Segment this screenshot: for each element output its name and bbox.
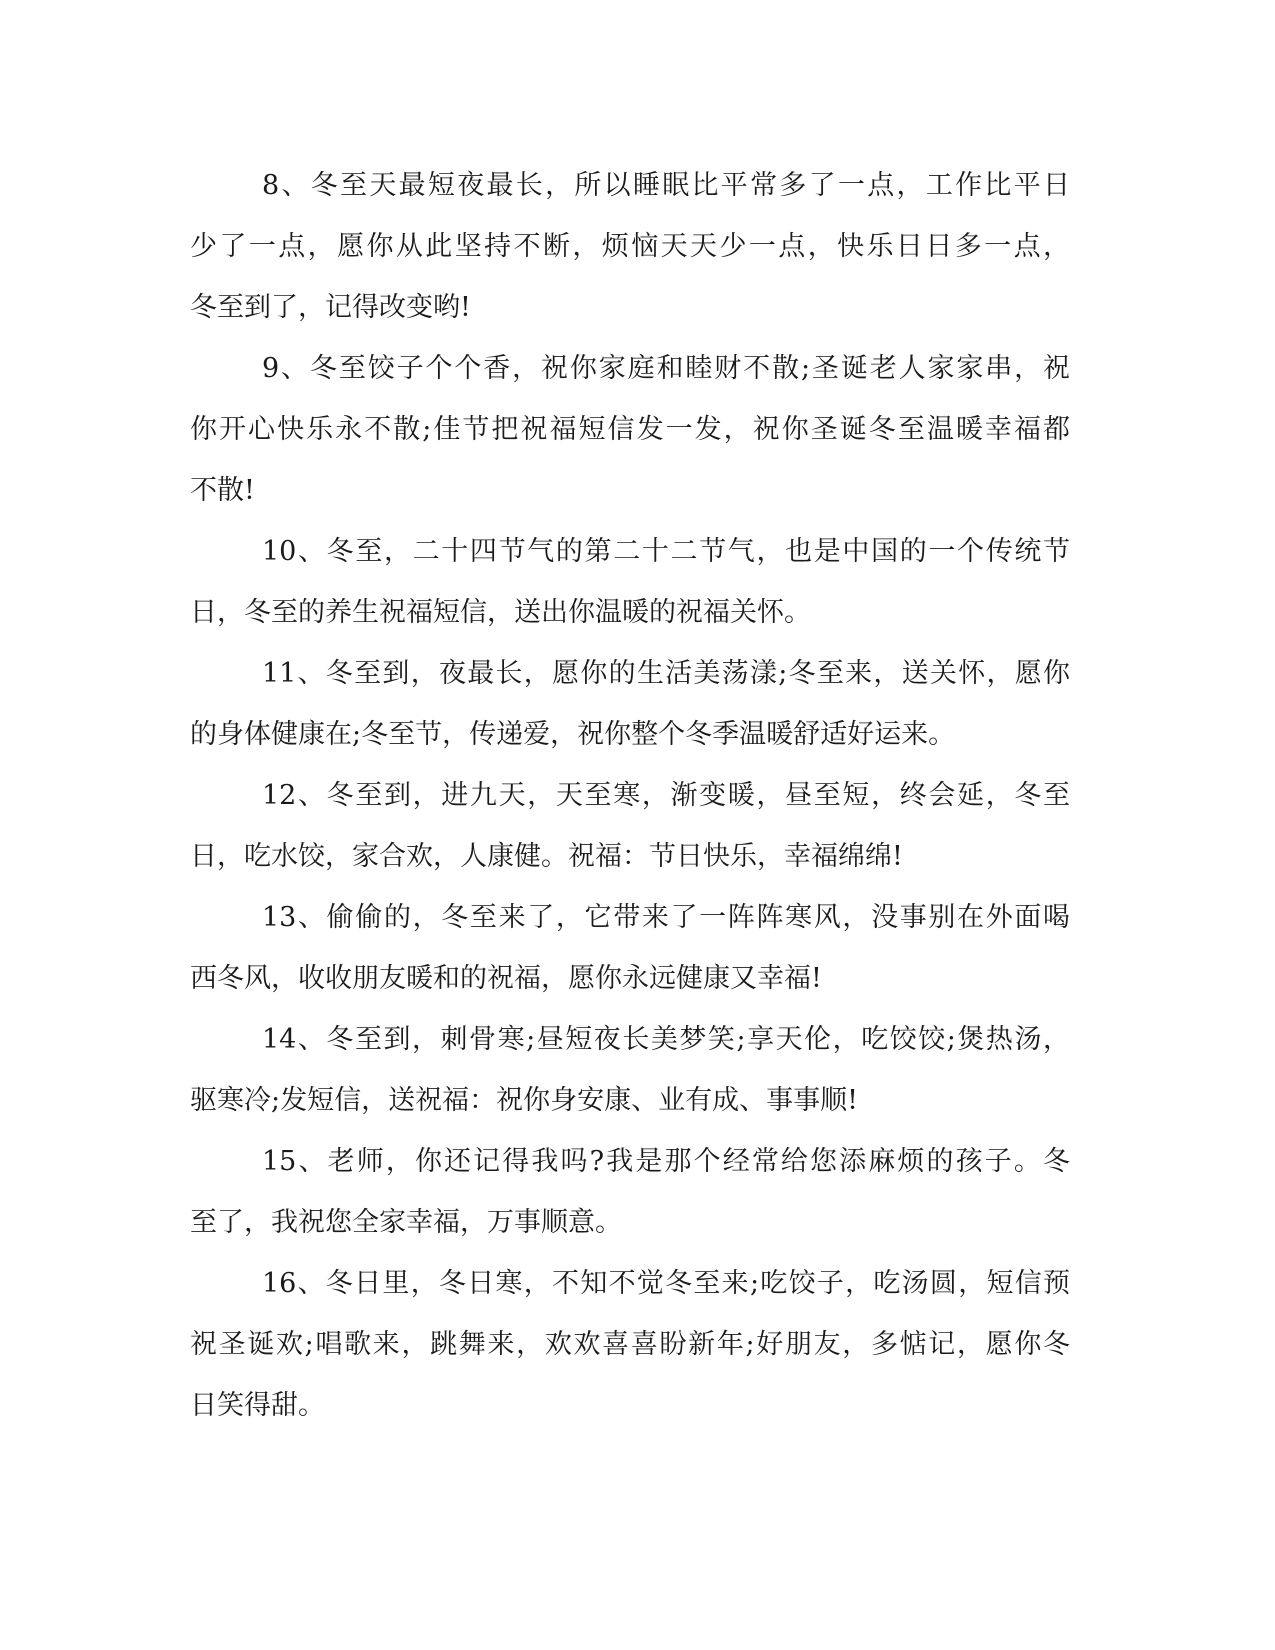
paragraph-line: 13、偷偷的，冬至来了，它带来了一阵阵寒风，没事别在外面喝 [262,902,1070,933]
paragraph-line: 9、冬至饺子个个香，祝你家庭和睦财不散;圣诞老人家家串，祝 [262,353,1070,384]
paragraph-line: 11、冬至到，夜最长，愿你的生活美荡漾;冬至来，送关怀，愿你 [262,658,1070,689]
paragraph-line: 12、冬至到，进九天，天至寒，渐变暖，昼至短，终会延，冬至 [262,780,1070,811]
paragraph-line: 驱寒冷;发短信，送祝福：祝你身安康、业有成、事事顺! [190,1085,858,1116]
paragraph-line: 日，吃水饺，家合欢，人康健。祝福：节日快乐，幸福绵绵! [190,841,903,872]
paragraph-line: 的身体健康在;冬至节，传递爱，祝你整个冬季温暖舒适好运来。 [190,719,956,750]
paragraph-line: 少了一点，愿你从此坚持不断，烦恼天天少一点，快乐日日多一点， [190,231,1070,262]
paragraph-line: 冬至到了，记得改变哟! [190,292,471,323]
paragraph-line: 14、冬至到，刺骨寒;昼短夜长美梦笑;享天伦，吃饺饺;煲热汤， [262,1024,1070,1055]
paragraph-line: 10、冬至，二十四节气的第二十二节气，也是中国的一个传统节 [262,536,1070,567]
paragraph-line: 15、老师，你还记得我吗?我是那个经常给您添麻烦的孩子。冬 [262,1146,1070,1177]
paragraph-line: 西冬风，收收朋友暖和的祝福，愿你永远健康又幸福! [190,963,822,994]
paragraph-line: 你开心快乐永不散;佳节把祝福短信发一发，祝你圣诞冬至温暖幸福都 [190,414,1070,445]
paragraph-line: 日笑得甜。 [190,1390,325,1421]
paragraph-line: 16、冬日里，冬日寒，不知不觉冬至来;吃饺子，吃汤圆，短信预 [262,1268,1070,1299]
paragraph-line: 不散! [190,475,255,506]
paragraph-line: 祝圣诞欢;唱歌来，跳舞来，欢欢喜喜盼新年;好朋友，多惦记，愿你冬 [190,1329,1070,1360]
paragraph-line: 至了，我祝您全家幸福，万事顺意。 [190,1207,622,1238]
paragraph-line: 日，冬至的养生祝福短信，送出你温暖的祝福关怀。 [190,597,811,628]
paragraph-line: 8、冬至天最短夜最长，所以睡眠比平常多了一点，工作比平日 [262,170,1070,201]
